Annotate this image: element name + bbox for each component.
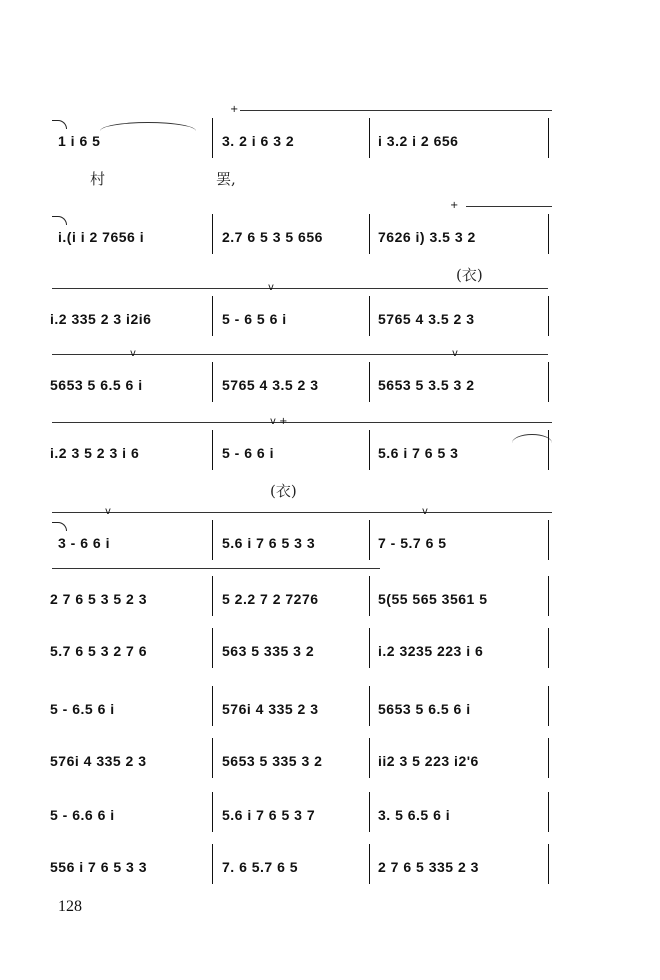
- breath-mark: +: [450, 200, 459, 211]
- measure-notes: 5 - 6.5 6 i: [50, 701, 115, 717]
- lyric-text: (衣): [456, 266, 483, 284]
- breath-mark: v: [130, 348, 136, 359]
- bar-line: [548, 362, 549, 402]
- bar-line: [212, 628, 213, 668]
- system-overline: [240, 110, 552, 111]
- tie-hook: [52, 120, 67, 129]
- bar-line: [212, 844, 213, 884]
- bar-line: [369, 844, 370, 884]
- bar-line: [369, 362, 370, 402]
- lyric-text: 村: [90, 170, 106, 188]
- measure-notes: 5765 4 3.5 2 3: [378, 311, 475, 327]
- measure-notes: 556 i 7 6 5 3 3: [50, 859, 148, 875]
- measure-notes: 3. 2 i 6 3 2: [222, 133, 295, 149]
- bar-line: [212, 214, 213, 254]
- bar-line: [548, 738, 549, 778]
- measure-notes: 576i 4 335 2 3: [222, 701, 319, 717]
- measure-notes: 5.6 i 7 6 5 3 7: [222, 807, 316, 823]
- system-overline: [52, 512, 552, 513]
- measure-notes: 1 i 6 5: [58, 133, 101, 149]
- measure-notes: 5.6 i 7 6 5 3 3: [222, 535, 316, 551]
- bar-line: [369, 628, 370, 668]
- bar-line: [212, 792, 213, 832]
- measure-notes: i.2 3235 223 i 6: [378, 643, 484, 659]
- breath-mark: +: [230, 104, 239, 115]
- bar-line: [369, 792, 370, 832]
- bar-line: [212, 430, 213, 470]
- measure-notes: 5653 5 6.5 6 i: [50, 377, 143, 393]
- measure-notes: 7626 i) 3.5 3 2: [378, 229, 476, 245]
- bar-line: [212, 118, 213, 158]
- system-overline: [466, 206, 552, 207]
- bar-line: [369, 686, 370, 726]
- measure-notes: i.(i i 2 7656 i: [58, 229, 145, 245]
- bar-line: [548, 520, 549, 560]
- bar-line: [369, 118, 370, 158]
- measure-notes: i 3.2 i 2 656: [378, 133, 459, 149]
- measure-notes: 7 - 5.7 6 5: [378, 535, 447, 551]
- measure-notes: i.2 335 2 3 i2i6: [50, 311, 152, 327]
- bar-line: [212, 576, 213, 616]
- slur-arc: [100, 122, 196, 131]
- measure-notes: 5 2.2 7 2 7276: [222, 591, 319, 607]
- bar-line: [548, 576, 549, 616]
- breath-mark: v +: [270, 416, 288, 427]
- measure-notes: 5 - 6 6 i: [222, 445, 274, 461]
- bar-line: [212, 296, 213, 336]
- measure-notes: 3. 5 6.5 6 i: [378, 807, 451, 823]
- slur-arc: [512, 434, 552, 443]
- bar-line: [548, 844, 549, 884]
- bar-line: [548, 430, 549, 470]
- breath-mark: v: [422, 506, 428, 517]
- bar-line: [548, 214, 549, 254]
- breath-mark: v: [268, 282, 274, 293]
- measure-notes: i.2 3 5 2 3 i 6: [50, 445, 140, 461]
- measure-notes: 5 - 6.6 6 i: [50, 807, 115, 823]
- breath-mark: v: [452, 348, 458, 359]
- bar-line: [548, 686, 549, 726]
- bar-line: [369, 214, 370, 254]
- measure-notes: 5(55 565 3561 5: [378, 591, 488, 607]
- bar-line: [548, 118, 549, 158]
- bar-line: [212, 362, 213, 402]
- bar-line: [548, 792, 549, 832]
- measure-notes: 7. 6 5.7 6 5: [222, 859, 299, 875]
- measure-notes: 2 7 6 5 3 5 2 3: [50, 591, 148, 607]
- measure-notes: 5653 5 6.5 6 i: [378, 701, 471, 717]
- measure-notes: ii2 3 5 223 i2'6: [378, 753, 479, 769]
- bar-line: [548, 628, 549, 668]
- lyric-text: 罢,: [216, 170, 236, 188]
- measure-notes: 5.7 6 5 3 2 7 6: [50, 643, 148, 659]
- bar-line: [548, 296, 549, 336]
- measure-notes: 5.6 i 7 6 5 3: [378, 445, 459, 461]
- bar-line: [369, 576, 370, 616]
- measure-notes: 576i 4 335 2 3: [50, 753, 147, 769]
- measure-notes: 3 - 6 6 i: [58, 535, 110, 551]
- bar-line: [212, 686, 213, 726]
- bar-line: [369, 738, 370, 778]
- tie-hook: [52, 522, 67, 531]
- bar-line: [369, 520, 370, 560]
- tie-hook: [52, 216, 67, 225]
- breath-mark: v: [105, 506, 111, 517]
- page-number: 128: [58, 898, 82, 915]
- bar-line: [369, 430, 370, 470]
- system-overline: [52, 288, 548, 289]
- measure-notes: 5765 4 3.5 2 3: [222, 377, 319, 393]
- measure-notes: 5653 5 335 3 2: [222, 753, 323, 769]
- measure-notes: 563 5 335 3 2: [222, 643, 315, 659]
- bar-line: [212, 520, 213, 560]
- system-overline: [52, 422, 552, 423]
- measure-notes: 2 7 6 5 335 2 3: [378, 859, 479, 875]
- measure-notes: 5653 5 3.5 3 2: [378, 377, 475, 393]
- system-overline: [52, 354, 548, 355]
- system-overline: [52, 568, 380, 569]
- lyric-text: (衣): [270, 482, 297, 500]
- measure-notes: 5 - 6 5 6 i: [222, 311, 287, 327]
- bar-line: [369, 296, 370, 336]
- measure-notes: 2.7 6 5 3 5 656: [222, 229, 323, 245]
- bar-line: [212, 738, 213, 778]
